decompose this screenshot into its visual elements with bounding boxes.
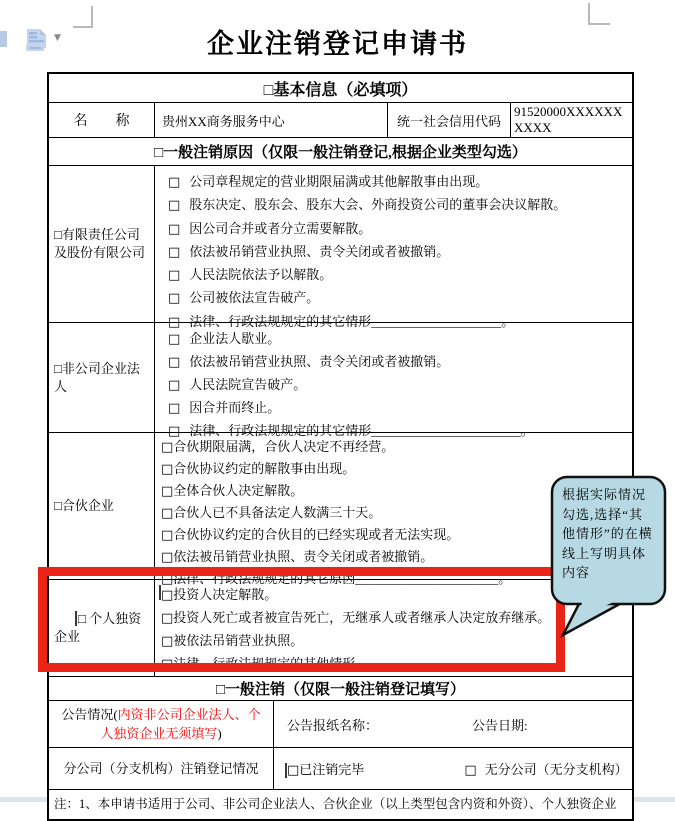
checkbox-icon[interactable]: □ (161, 440, 174, 455)
reason-text: 依法被吊销营业执照、责令关闭或者被撤销。 (189, 354, 450, 369)
branch-done-text: 已注销完毕 (299, 762, 365, 777)
name-value-field[interactable]: 贵州XX商务服务中心 (155, 103, 388, 137)
reason-item (168, 241, 630, 264)
branch-label: 分公司（分支机构）注销登记情况 (49, 748, 274, 789)
reason-text: 合伙协议约定的解散事由出现。 (173, 461, 356, 476)
reason-text: 投资人决定解散。 (173, 587, 278, 602)
section-header-reasons-label: □一般注销原因（仅限一般注销登记,根据企业类型勾选） (154, 145, 527, 161)
section-noncompany (49, 322, 632, 439)
note-text: 注：1、本申请书适用于公司、非公司企业法人、合伙企业（以上类型包含内资和外资）、个人独资企业 (54, 797, 617, 811)
announcement-label-suffix: ) (217, 726, 222, 741)
checkbox-icon[interactable]: □ (161, 462, 174, 477)
reason-text: 法律、行政法规规定的其它情形_______________________。 (189, 423, 534, 438)
reason-item (168, 171, 630, 194)
reason-item (168, 374, 630, 397)
checkbox-icon[interactable]: □ (168, 268, 181, 284)
reason-text: 法律、行政法规规定的其他情形______________________。 (173, 656, 512, 671)
checkbox-icon[interactable]: □ (168, 221, 181, 237)
section-noncompany-label: □非公司企业法人 (49, 323, 155, 432)
reason-text: 投资人死亡或者被宣告死亡，无继承人或者继承人决定放弃继承。 (173, 610, 551, 625)
reason-text: 合伙期限届满，合伙人决定不再经营。 (173, 439, 395, 454)
checkbox-icon[interactable]: □ (168, 198, 181, 214)
section-header-basic-info-label: □基本信息（必填项） (263, 81, 418, 99)
reason-text: 股东决定、股东会、股东大会、外商投资公司的董事会决议解散。 (189, 197, 567, 213)
reason-text: 因合并而终止。 (189, 400, 281, 415)
checkbox-icon[interactable]: □ (287, 763, 300, 778)
newspaper-name-label[interactable]: 公告报纸名称： (287, 717, 379, 733)
announcement-fields (274, 701, 632, 747)
announcement-label-prefix: 公告情况( (61, 707, 118, 722)
section-noncompany-items (155, 323, 632, 439)
announcement-date-label[interactable]: 公告日期: (472, 717, 528, 733)
reason-text: 合伙协议约定的合伙目的已经实现或者无法实现。 (173, 527, 460, 542)
credit-code-value-field[interactable]: 91520000XXXXXXXXXX (514, 104, 623, 135)
note-row (49, 789, 632, 819)
name-row (49, 102, 632, 137)
reason-text: 公司被依法宣告破产。 (189, 290, 320, 306)
checkbox-icon[interactable]: □ (161, 611, 174, 626)
section-header-reasons (49, 137, 632, 165)
reason-text: 人民法院依法予以解散。 (189, 267, 333, 283)
reason-item (168, 218, 630, 241)
reason-item (168, 328, 630, 351)
section-llc-items (155, 166, 632, 330)
reason-item (168, 351, 630, 374)
branch-options (274, 748, 632, 789)
reason-text: 企业法人歇业。 (189, 331, 281, 346)
reason-text: 全体合伙人决定解散。 (173, 483, 304, 498)
branch-none-text: 无分公司（无分支机构） (484, 762, 628, 777)
branch-row (49, 747, 632, 789)
checkbox-icon[interactable]: □ (168, 244, 181, 260)
announcement-red-note: 内资非公司企业法人、个人独资企业无须填写 (100, 707, 261, 741)
checkbox-icon[interactable]: □ (168, 314, 181, 330)
section-header-general (49, 676, 632, 700)
checkbox-icon[interactable]: □ (161, 528, 174, 543)
paste-dropdown-arrow-icon[interactable]: ▼ (54, 33, 61, 43)
section-llc-label: □有限责任公司及股份有限公司 (49, 166, 155, 322)
checkbox-icon[interactable]: □ (168, 175, 181, 190)
reason-text: 公司章程规定的营业期限届满或其他解散事由出现。 (189, 174, 489, 189)
credit-code-label: 统一社会信用代码 (388, 103, 511, 137)
reason-item (168, 287, 630, 310)
reason-text: 合伙人已不具备法定人数满三十天。 (173, 505, 382, 520)
section-partnership-label: □合伙企业 (49, 433, 155, 579)
checkbox-icon[interactable]: □ (161, 634, 174, 649)
checkbox-icon[interactable]: □ (161, 484, 174, 499)
checkbox-icon[interactable]: □ (161, 585, 173, 607)
branch-option-done (287, 759, 364, 778)
reason-text: 依法被吊销营业执照、责令关闭或者被撤销。 (173, 549, 434, 564)
section-header-basic-info (49, 74, 632, 102)
checkbox-icon[interactable]: □ (168, 401, 181, 416)
checkbox-icon[interactable]: □ (168, 332, 181, 347)
checkbox-icon[interactable]: □ (168, 424, 181, 439)
branch-option-none (464, 759, 627, 778)
reason-item (168, 264, 630, 287)
section-sole-proprietorship-label: □ 个人独资企业 (49, 580, 155, 676)
reason-text: 法律、行政法规规定的其它情形____________________。 (189, 313, 515, 329)
checkbox-icon[interactable]: □ (161, 550, 174, 565)
page-title: 企业注销登记申请书 (207, 29, 468, 59)
highlight-red-box[interactable] (38, 567, 565, 672)
checkbox-icon[interactable]: □ (161, 506, 174, 521)
callout-text: 根据实际情况勾选,选择“其他情形”的在横线上写明具体内容 (562, 487, 653, 580)
reason-item (168, 397, 630, 420)
reason-text: 被依法吊销营业执照。 (173, 633, 304, 648)
checkbox-icon[interactable]: □ (161, 572, 174, 587)
reason-text: 法律、行政法规规定的其它原因______________________。 (173, 571, 512, 586)
reason-item (168, 194, 630, 217)
reason-item (161, 436, 630, 458)
checkbox-icon[interactable]: □ (168, 355, 181, 370)
application-form-table (47, 72, 634, 821)
checkbox-icon[interactable]: □ (168, 378, 181, 393)
announcement-label (49, 701, 274, 747)
checkbox-icon[interactable]: □ (161, 657, 174, 672)
checkbox-icon[interactable]: □ (168, 291, 181, 307)
announcement-row (49, 700, 632, 747)
section-llc (49, 165, 632, 330)
section-header-general-label: □一般注销（仅限一般注销登记填写） (215, 682, 466, 698)
reason-text: 人民法院宣告破产。 (189, 377, 307, 392)
callout-bubble[interactable] (545, 472, 673, 650)
reason-text: 依法被吊销营业执照、责令关闭或者被撤销。 (189, 243, 450, 259)
name-label: 名 称 (49, 103, 155, 137)
checkbox-icon[interactable]: □ (464, 763, 477, 778)
reason-text: 因公司合并或者分立需要解散。 (189, 220, 372, 236)
